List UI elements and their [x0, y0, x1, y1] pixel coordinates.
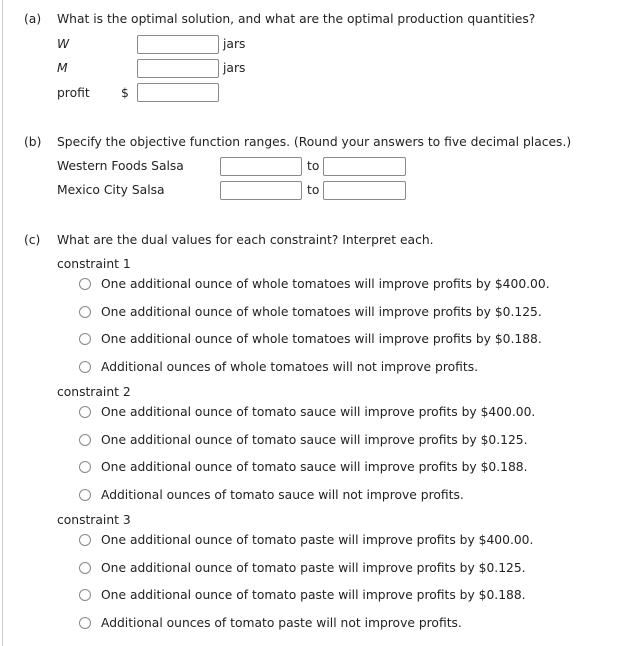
constraint-3-label: constraint 3	[57, 513, 131, 527]
constraint-1-radio-3[interactable]	[79, 333, 91, 345]
w-input[interactable]	[137, 35, 219, 54]
constraint-1-label: constraint 1	[57, 257, 131, 271]
left-border	[2, 0, 3, 646]
western-to-label: to	[307, 159, 320, 173]
constraint-3-radio-2[interactable]	[79, 562, 91, 574]
constraint-1-radio-1[interactable]	[79, 278, 91, 290]
m-label: M	[57, 61, 68, 75]
constraint-1-option-2[interactable]: One additional ounce of whole tomatoes will improve profits by $0.125.	[101, 304, 542, 319]
constraint-3-option-1[interactable]: One additional ounce of tomato paste will improve profits by $400.00.	[101, 533, 534, 547]
constraint-2-option-2[interactable]: One additional ounce of tomato sauce will improve profits by $0.125.	[101, 432, 528, 447]
constraint-2-option-3[interactable]: One additional ounce of tomato sauce will improve profits by $0.188.	[101, 460, 528, 475]
constraint-3-option-4[interactable]: Additional ounces of tomato paste will not improve profits.	[101, 616, 462, 631]
constraint-3-option-2[interactable]: One additional ounce of tomato paste will improve profits by $0.125.	[101, 560, 526, 575]
constraint-1-radio-4[interactable]	[79, 361, 91, 373]
part-c-question: What are the dual values for each constraint? Interpret each.	[57, 233, 434, 247]
western-label: Western Foods Salsa	[57, 159, 184, 173]
constraint-1-radio-2[interactable]	[79, 306, 91, 318]
part-a-label: (a)	[24, 12, 42, 26]
constraint-3-radio-1[interactable]	[79, 534, 91, 546]
western-to-input[interactable]	[323, 157, 406, 176]
w-unit: jars	[223, 37, 246, 51]
constraint-2-radio-3[interactable]	[79, 461, 91, 473]
constraint-1-option-1[interactable]: One additional ounce of whole tomatoes will improve profits by $400.00.	[101, 277, 550, 291]
constraint-2-radio-1[interactable]	[79, 406, 91, 418]
profit-label: profit	[57, 86, 90, 100]
profit-dollar: $	[121, 86, 129, 100]
mexico-to-label: to	[307, 183, 320, 197]
constraint-2-radio-2[interactable]	[79, 434, 91, 446]
profit-input[interactable]	[137, 83, 219, 102]
mexico-label: Mexico City Salsa	[57, 183, 165, 197]
constraint-2-option-4[interactable]: Additional ounces of tomato sauce will not improve profits.	[101, 488, 464, 503]
constraint-3-radio-3[interactable]	[79, 589, 91, 601]
constraint-1-option-4[interactable]: Additional ounces of whole tomatoes will not improve profits.	[101, 360, 479, 375]
m-input[interactable]	[137, 59, 219, 78]
part-a-question: What is the optimal solution, and what are the optimal production quantities?	[57, 12, 536, 26]
m-unit: jars	[223, 61, 246, 75]
constraint-3-radio-4[interactable]	[79, 617, 91, 629]
constraint-1-option-3[interactable]: One additional ounce of whole tomatoes will improve profits by $0.188.	[101, 332, 542, 347]
part-b-label: (b)	[24, 135, 42, 149]
part-b-question: Specify the objective function ranges. (Round your answers to five decimal places.)	[57, 135, 572, 149]
part-c-label: (c)	[24, 233, 41, 247]
western-from-input[interactable]	[220, 157, 302, 176]
constraint-2-option-1[interactable]: One additional ounce of tomato sauce will improve profits by $400.00.	[101, 405, 536, 419]
mexico-from-input[interactable]	[220, 181, 302, 200]
constraint-3-option-3[interactable]: One additional ounce of tomato paste will improve profits by $0.188.	[101, 588, 526, 603]
constraint-2-radio-4[interactable]	[79, 489, 91, 501]
w-label: W	[57, 37, 70, 51]
constraint-2-label: constraint 2	[57, 385, 131, 399]
mexico-to-input[interactable]	[323, 181, 406, 200]
